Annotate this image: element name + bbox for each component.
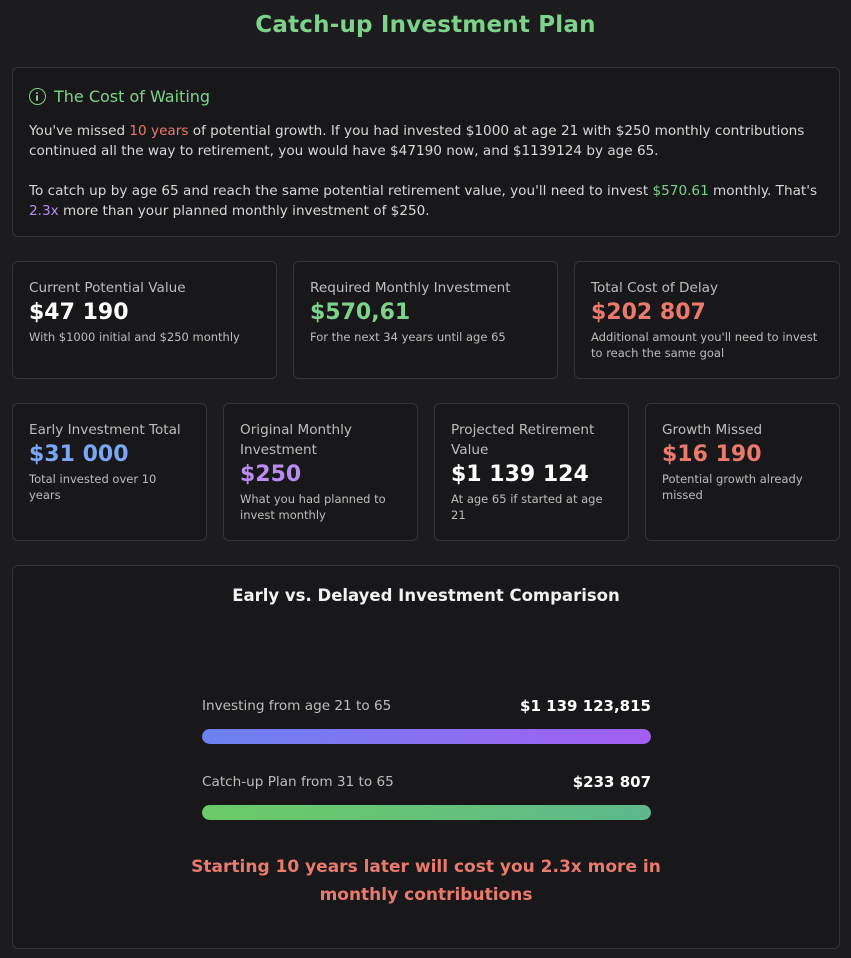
stat-original-monthly-investment (223, 403, 418, 541)
stat-subtext: With $1000 initial and $250 monthly (29, 330, 240, 344)
stat-label: Total Cost of Delay (591, 280, 719, 296)
bar-label-line (202, 772, 651, 792)
stat-label: Current Potential Value (29, 280, 186, 296)
stat-subtext: What you had planned to invest monthly (240, 492, 386, 522)
bar-track (202, 805, 651, 820)
comparison-row-early (202, 696, 651, 744)
catch-up-paragraph (29, 181, 823, 221)
multiplier-highlight: 2.3x (29, 203, 59, 219)
stat-value: $250 (240, 462, 302, 487)
stat-value: $31 000 (29, 442, 129, 467)
paragraph-text: You've missed (29, 123, 130, 139)
cost-of-waiting-card (12, 67, 840, 237)
required-monthly-highlight: $570.61 (652, 183, 709, 199)
cost-of-waiting-header (29, 86, 823, 106)
comparison-row-catch-up (202, 772, 651, 820)
stat-label: Original Monthly Investment (240, 422, 352, 458)
stat-label: Required Monthly Investment (310, 280, 511, 296)
page-title: Catch-up Investment Plan (255, 12, 596, 38)
comparison-card (12, 565, 840, 949)
catch-up-plan-bar (202, 805, 651, 820)
comparison-note (13, 853, 839, 909)
paragraph-text: monthly. That's (708, 183, 818, 199)
stat-value: $1 139 124 (451, 462, 589, 487)
stat-early-investment-total (12, 403, 207, 541)
stat-label: Growth Missed (662, 422, 763, 438)
bar-label: Catch-up Plan from 31 to 65 (202, 774, 394, 790)
early-investment-bar (202, 729, 651, 744)
stat-label: Projected Retirement Value (451, 422, 595, 458)
bar-label: Investing from age 21 to 65 (202, 698, 392, 714)
comparison-note-text: Starting 10 years later will cost you 2.3x more in monthly contributions (191, 857, 661, 905)
paragraph-text: more than your planned monthly investment of $250. (58, 203, 430, 219)
stat-growth-missed (645, 403, 840, 541)
stat-value: $202 807 (591, 300, 706, 325)
stat-subtext: Total invested over 10 years (29, 472, 157, 502)
stat-projected-retirement-value (434, 403, 629, 541)
stat-subtext: For the next 34 years until age 65 (310, 330, 506, 344)
stat-value: $47 190 (29, 300, 129, 325)
stat-label: Early Investment Total (29, 422, 181, 438)
cost-of-waiting-title: The Cost of Waiting (54, 86, 211, 106)
stat-current-potential-value (12, 261, 277, 379)
stat-required-monthly-investment (293, 261, 558, 379)
stat-subtext: Additional amount you'll need to invest to reach the same goal (591, 330, 818, 360)
info-icon (29, 88, 46, 105)
bar-value: $1 139 123,815 (520, 697, 651, 715)
paragraph-text: of potential growth. If you had invested $1000 at age 21 with $250 monthly contributions continued all the way to retirement, you would have $47190 now, and $1139124 by age 65. (29, 123, 805, 159)
stat-subtext: At age 65 if started at age 21 (451, 492, 603, 522)
bar-label-line (202, 696, 651, 716)
comparison-title: Early vs. Delayed Investment Comparison (232, 586, 620, 605)
missed-years-highlight: 10 years (129, 123, 189, 139)
stat-total-cost-of-delay (574, 261, 840, 379)
bar-track (202, 729, 651, 744)
bar-value: $233 807 (572, 773, 651, 791)
missed-years-paragraph (29, 121, 823, 161)
paragraph-text: To catch up by age 65 and reach the same potential retirement value, you'll need to invest (29, 183, 653, 199)
stat-value: $570,61 (310, 300, 411, 325)
stat-subtext: Potential growth already missed (662, 472, 803, 502)
stat-value: $16 190 (662, 442, 762, 467)
